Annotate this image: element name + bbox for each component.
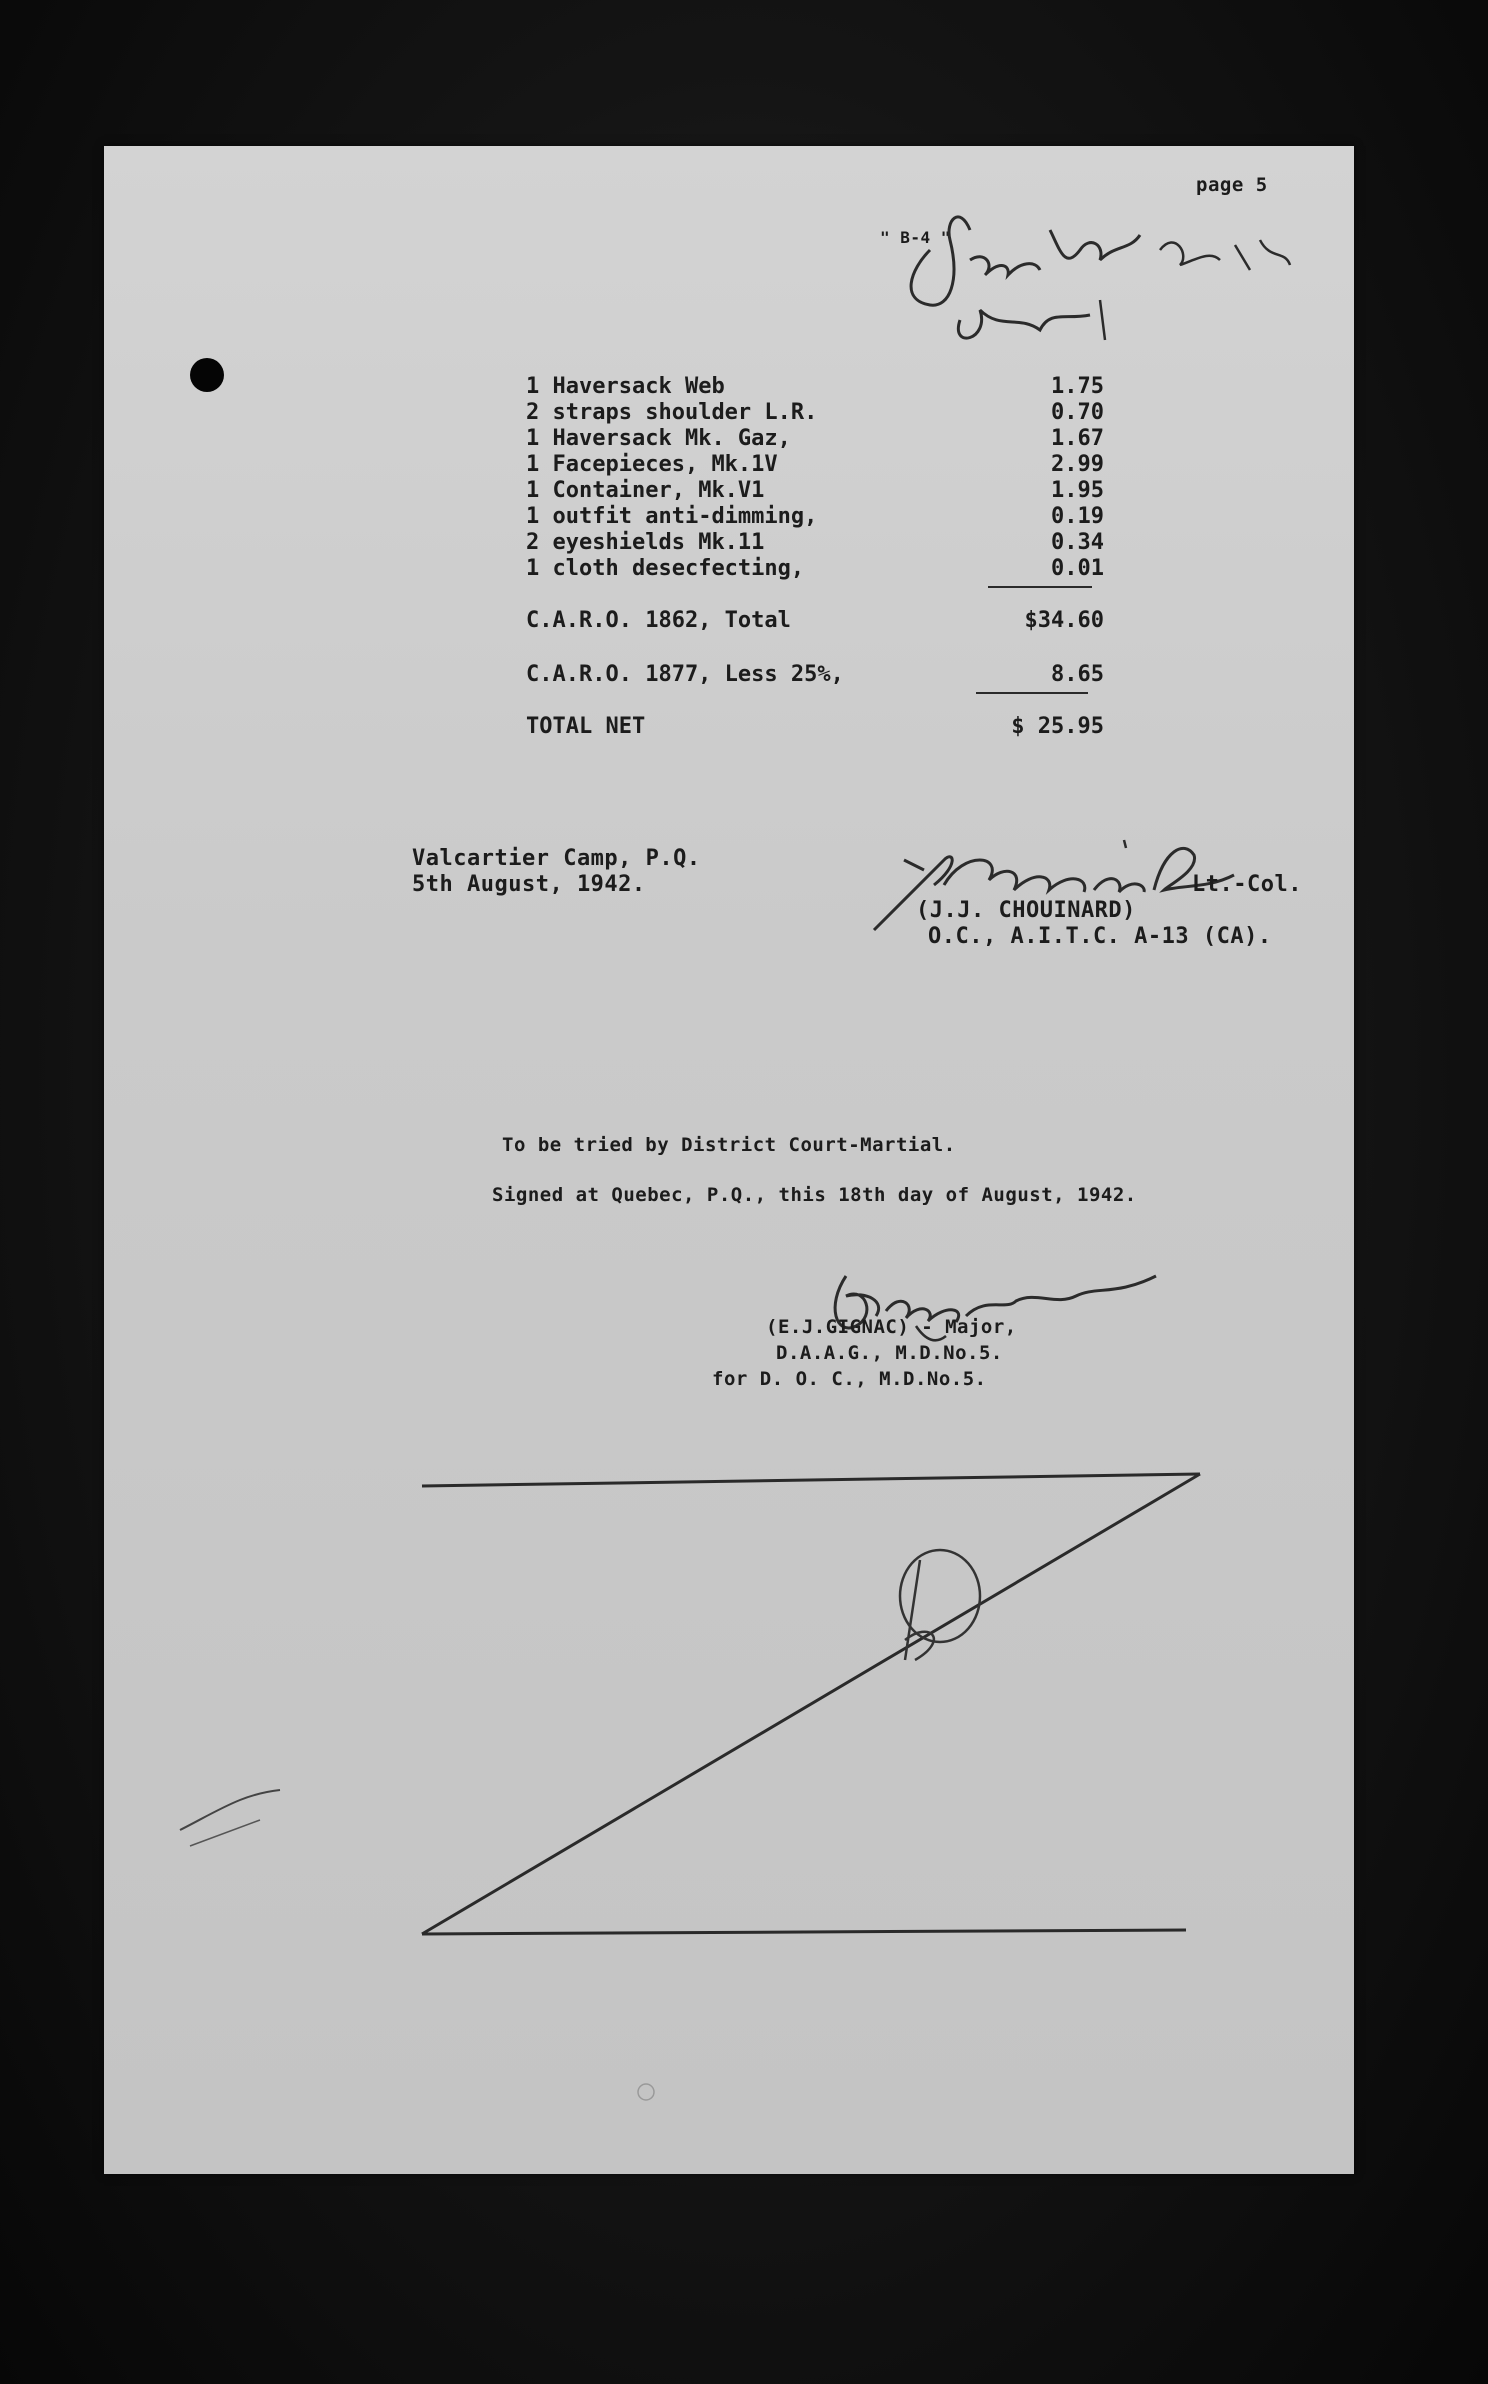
item-qty: 1: [526, 374, 540, 399]
item-qty: 1: [526, 556, 540, 581]
signer1-name: (J.J. CHOUINARD): [916, 898, 1136, 923]
item-qty: 1: [526, 452, 540, 477]
total-label: C.A.R.O. 1862, Total: [526, 608, 791, 633]
item-desc: outfit anti-dimming,: [552, 504, 818, 529]
signer2-for-line: for D. O. C., M.D.No.5.: [712, 1368, 987, 1390]
item-amount: 2.99: [1051, 452, 1104, 477]
item-desc: straps shoulder L.R.: [552, 400, 818, 425]
item-desc: cloth desecfecting,: [552, 556, 805, 581]
item-qty: 1: [526, 478, 540, 503]
net-amount: $ 25.95: [1011, 714, 1104, 739]
signed-line: Signed at Quebec, P.Q., this 18th day of August, 1942.: [492, 1184, 1137, 1206]
item-qty: 2: [526, 530, 540, 555]
signer1-unit: O.C., A.I.T.C. A-13 (CA).: [928, 924, 1272, 949]
item-amount: 0.34: [1051, 530, 1104, 555]
item-desc: Container, Mk.V1: [552, 478, 765, 503]
item-desc: Haversack Mk. Gaz,: [552, 426, 791, 451]
signer1-rank: Lt.-Col.: [1192, 872, 1302, 897]
item-amount: 0.01: [1051, 556, 1104, 581]
place-line: Valcartier Camp, P.Q.: [412, 846, 701, 871]
total-amount: $34.60: [1024, 608, 1104, 633]
signer2-name-rank: (E.J.GIGNAC) - Major,: [766, 1316, 1017, 1338]
item-qty: 1: [526, 504, 540, 529]
signer2-title: D.A.A.G., M.D.No.5.: [776, 1342, 1003, 1364]
item-desc: eyeshields Mk.11: [552, 530, 765, 555]
item-amount: 1.95: [1051, 478, 1104, 503]
page-number: page 5: [1196, 174, 1268, 196]
item-amount: 0.70: [1051, 400, 1104, 425]
reference-mark: " B-4 ": [880, 228, 951, 247]
item-amount: 1.67: [1051, 426, 1104, 451]
item-amount: 0.19: [1051, 504, 1104, 529]
item-desc: Haversack Web: [552, 374, 725, 399]
tried-line: To be tried by District Court-Martial.: [502, 1134, 956, 1156]
deduction-amount: 8.65: [1051, 662, 1104, 687]
item-desc: Facepieces, Mk.1V: [552, 452, 778, 477]
item-amount: 1.75: [1051, 374, 1104, 399]
deduction-label: C.A.R.O. 1877, Less 25%,: [526, 662, 844, 687]
item-qty: 1: [526, 426, 540, 451]
item-qty: 2: [526, 400, 540, 425]
date-line: 5th August, 1942.: [412, 872, 646, 897]
net-label: TOTAL NET: [526, 714, 646, 739]
